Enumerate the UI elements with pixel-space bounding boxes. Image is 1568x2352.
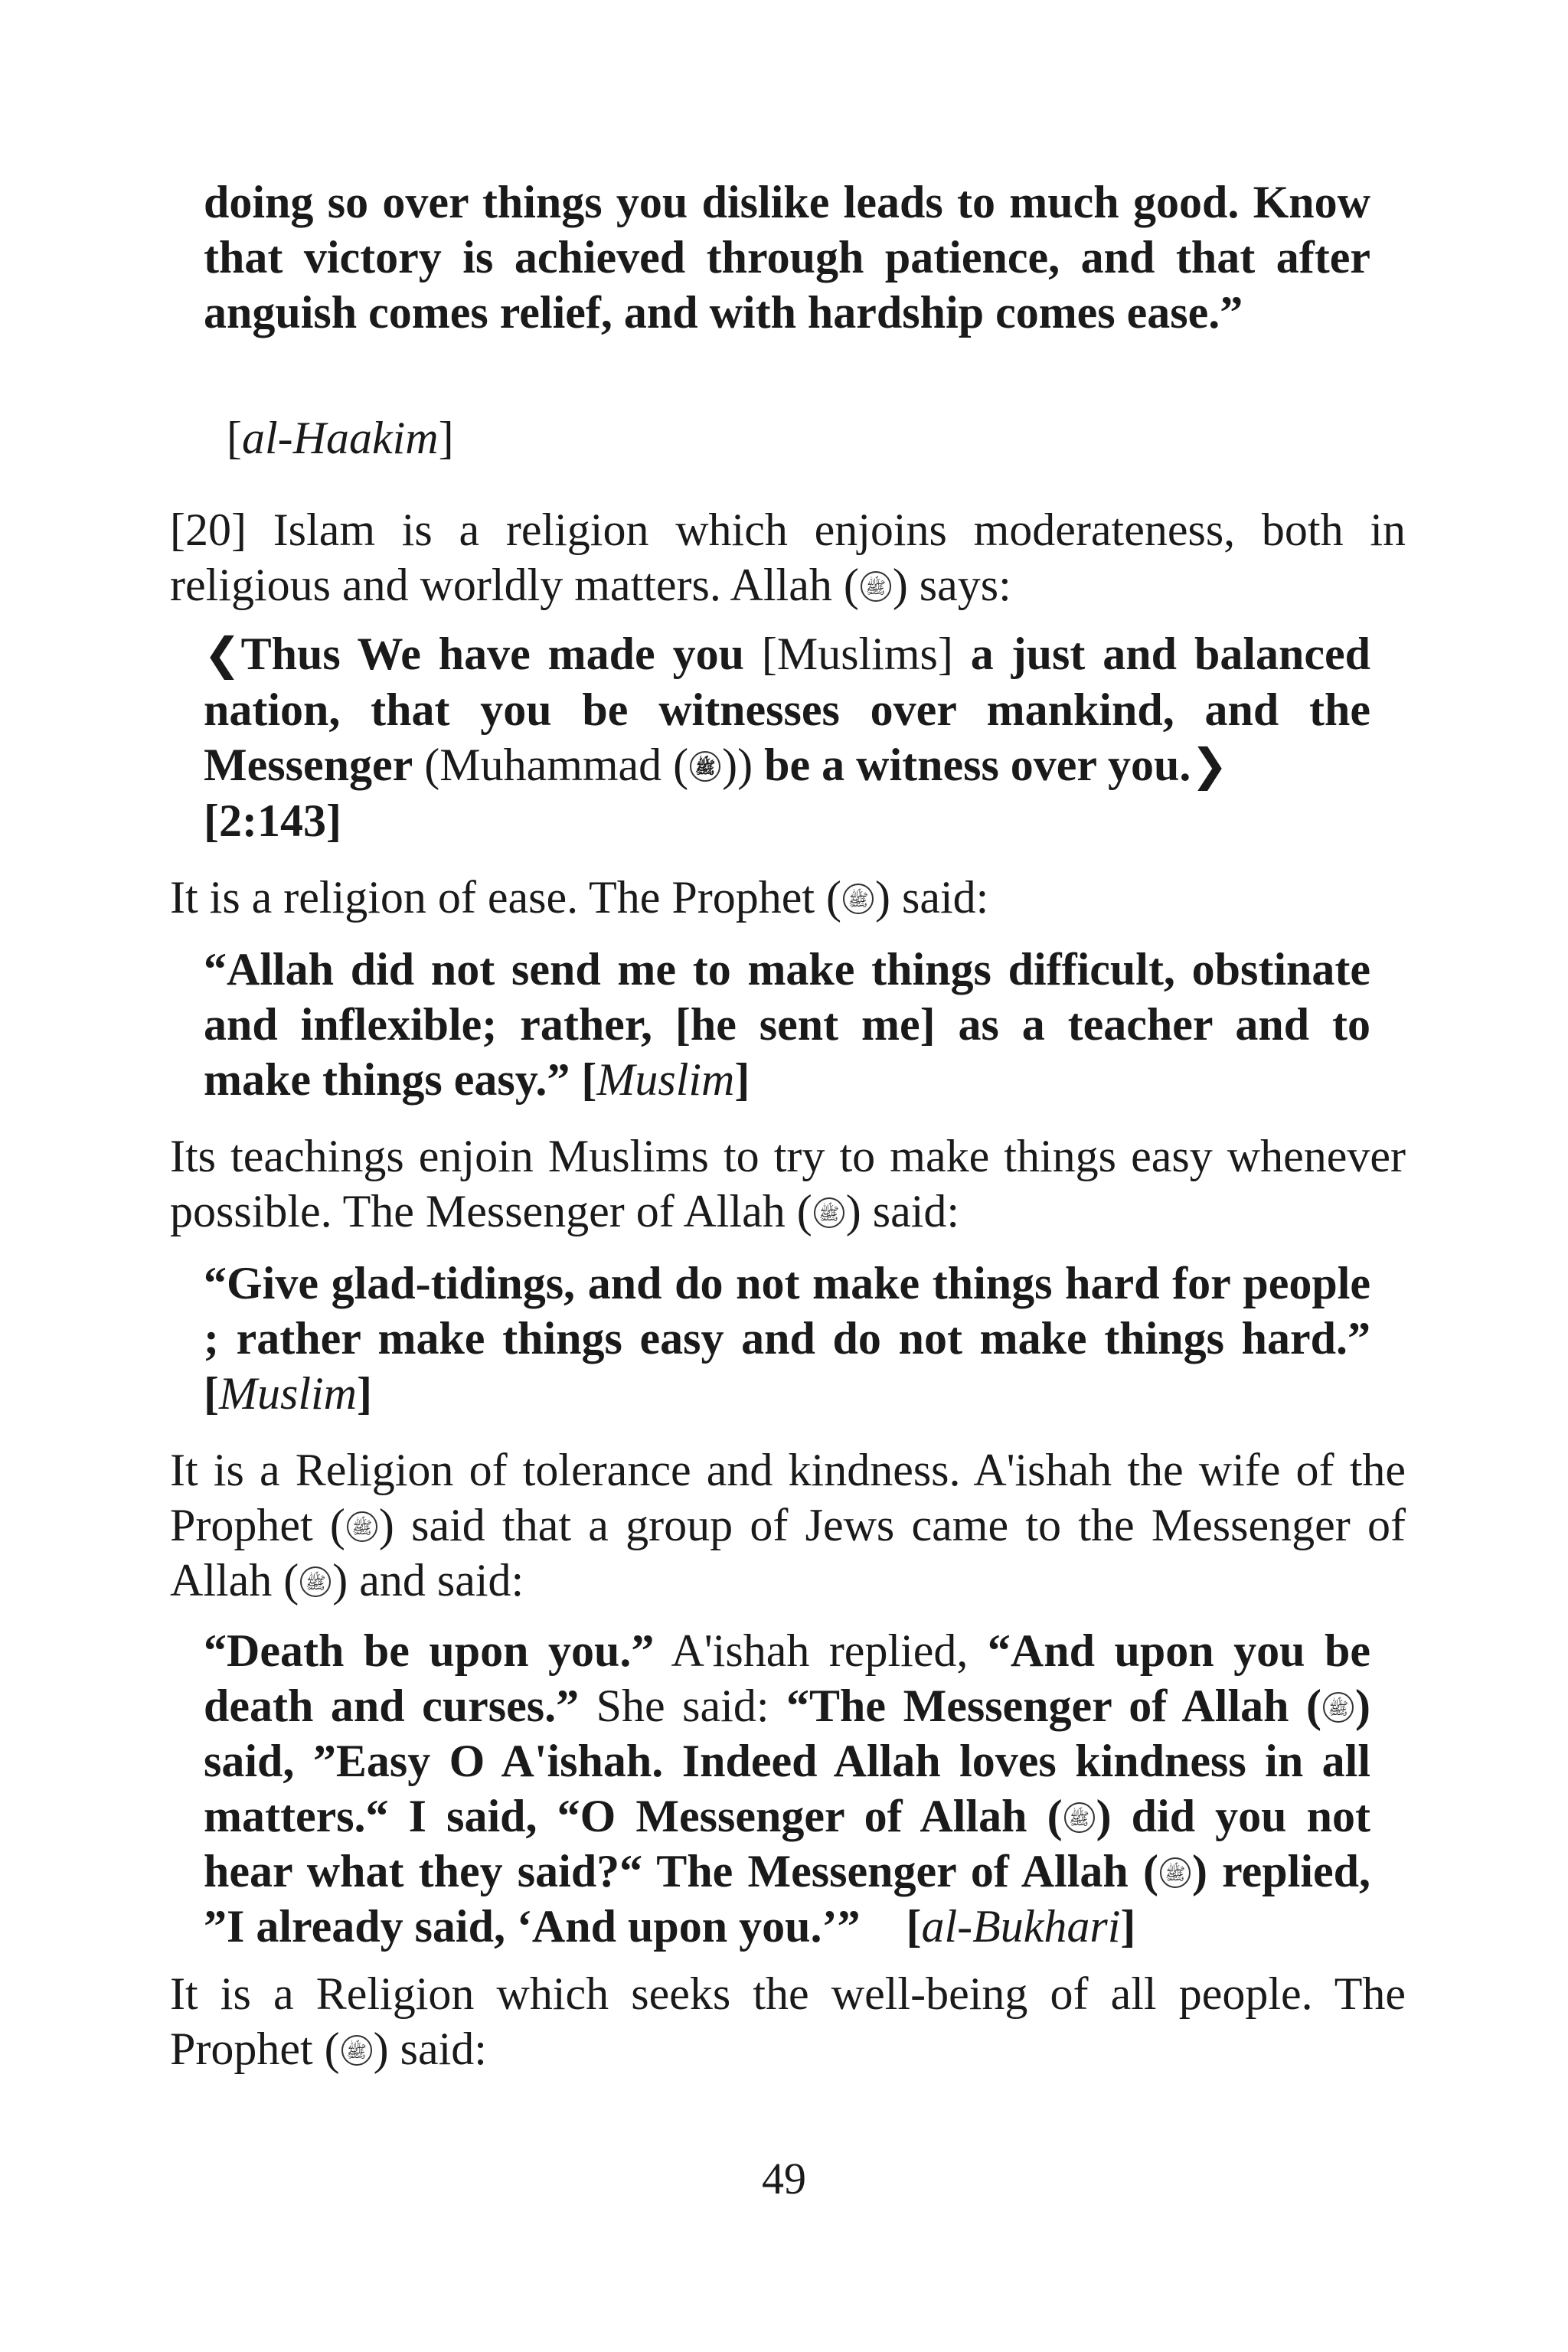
paragraph-tolerance: It is a Religion of tolerance and kindness. A'ishah the wife of the Prophet ( ﷺ ) said that a group of Jews came to the Messenger of Allah ( ﷺ ) and said: bbox=[170, 1445, 1406, 1606]
paragraph-20: [20] Islam is a religion which enjoins moderateness, both in religious and worldly matters. Allah ( ﷺ ) says: bbox=[170, 505, 1406, 610]
salla-icon: ﷺ bbox=[1323, 1692, 1354, 1723]
salla-icon: ﷺ bbox=[347, 1511, 377, 1542]
paragraph-well-being: It is a Religion which seeks the well-being of all people. The Prophet ( ﷺ ) said: bbox=[170, 1968, 1406, 2074]
salla-icon: ﷺ bbox=[690, 751, 720, 782]
source-al-haakim: [al-Haakim] bbox=[227, 413, 454, 463]
hadith-muslim-1: “Allah did not send me to make things difficult, obstinate and inflexible; rather, [he sent me] as a teacher and to make things easy.” [Muslim] bbox=[204, 944, 1370, 1105]
verse-reference: [2:143] bbox=[204, 795, 341, 846]
salla-icon: ﷺ bbox=[300, 1566, 331, 1597]
paragraph-teachings: Its teachings enjoin Muslims to try to make things easy whenever possible. The Messenger of Allah ( ﷺ ) said: bbox=[170, 1131, 1406, 1236]
salla-icon: ﷺ bbox=[843, 884, 874, 914]
paragraph-religion-of-ease: It is a religion of ease. The Prophet ( ﷺ ) said: bbox=[170, 872, 989, 923]
salla-icon: ﷺ bbox=[1064, 1802, 1095, 1833]
ornate-close-bracket-icon: ❯ bbox=[1191, 740, 1228, 790]
salla-icon: ﷺ bbox=[861, 571, 891, 602]
hadith-bukhari: “Death be upon you.” A'ishah replied, “And upon you be death and curses.” She said: “The Messenger of Allah ( ﷺ ) said, ”Easy O A'ishah. Indeed Allah loves kindness in all matters.“ I said, “O Messenger of Allah ( ﷺ ) did you not hear what they said?“ The Messenger of Allah ( ﷺ ) replied, ”I already said, ‘And upon you.’” [al-Bukhari] bbox=[204, 1625, 1371, 1952]
hadith-muslim-2: “Give glad-tidings, and do not make things hard for people ; rather make things easy and do not make things hard.” [Muslim] bbox=[204, 1258, 1370, 1419]
salla-icon: ﷺ bbox=[814, 1197, 844, 1228]
hadith-continuation: doing so over things you dislike leads to much good. Know that victory is achieved through patience, and that after anguish comes relief, and with hardship comes ease.” bbox=[204, 177, 1370, 338]
salla-icon: ﷺ bbox=[341, 2035, 372, 2066]
salla-icon: ﷺ bbox=[1160, 1857, 1191, 1888]
ornate-open-bracket-icon: ❮ bbox=[204, 629, 241, 679]
page-number: 49 bbox=[762, 2154, 806, 2203]
quran-verse: ❮Thus We have made you [Muslims] a just and balanced nation, that you be witnesses over mankind, and the Messenger (Muhammad ( ﷺ )) be a witness over you.❯ [2:143] bbox=[204, 629, 1370, 846]
